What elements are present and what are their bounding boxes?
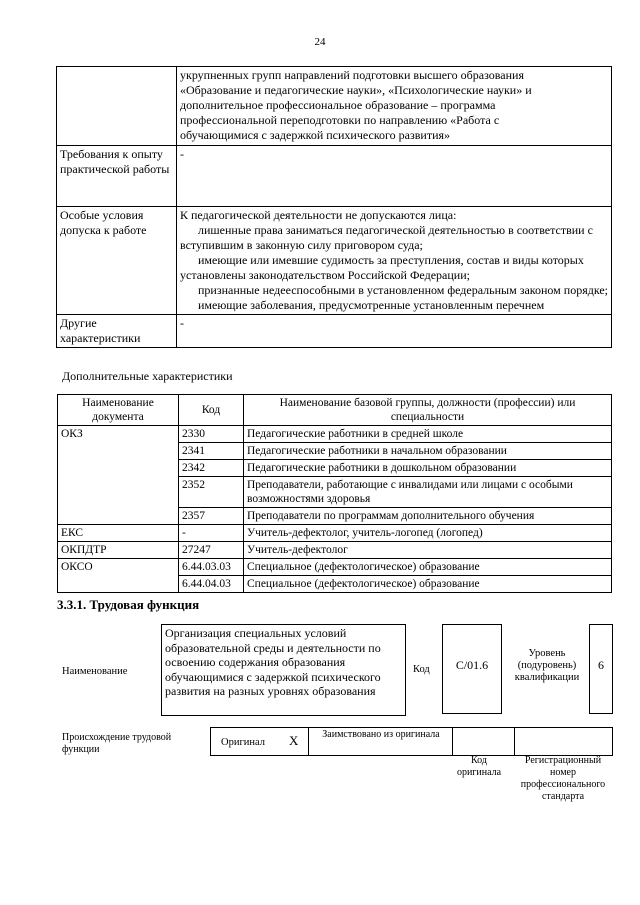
divider: [452, 728, 453, 755]
origin-label: Происхождение трудовой функции: [62, 732, 172, 755]
table-row: [57, 315, 612, 348]
text-line: обучающимися с задержкой психического развития»: [180, 128, 451, 142]
name-label: Наименование: [62, 666, 128, 677]
row-label: Другие характеристики: [57, 315, 177, 348]
doc-cell: ОКЗ: [58, 426, 179, 525]
name-cell: Специальное (дефектологическое) образование: [244, 559, 612, 576]
table-row: [58, 559, 612, 576]
name-cell: Преподаватели, работающие с инвалидами или лицами с особыми возможностями здоровья: [244, 477, 612, 508]
text-line: профессиональной переподготовки по направлению «Работа с: [180, 113, 500, 127]
original-mark: X: [289, 733, 299, 748]
code-caption: Код оригинала: [456, 755, 502, 778]
list-item: признанные недееспособными в установленном федеральным законом порядке;: [198, 283, 609, 297]
row-value: -: [177, 315, 612, 348]
restrictions-text: [177, 207, 612, 315]
row-value: -: [177, 146, 612, 207]
level-label: Уровень (подуровень) квалификации: [514, 648, 580, 683]
code-label: Код: [413, 664, 430, 675]
row-label: Особые условия допуска к работе: [57, 207, 177, 315]
restrictions-intro: К педагогической деятельности не допускаются лица:: [180, 208, 457, 222]
name-cell: Педагогические работники в начальном образовании: [244, 443, 612, 460]
code-cell: 2341: [179, 443, 244, 460]
level-value: 6: [598, 658, 604, 672]
text-line: «Образование и педагогические науки», «Психологические науки» и: [180, 83, 532, 97]
code-cell: -: [179, 525, 244, 542]
name-cell: Учитель-дефектолог, учитель-логопед (логопед): [244, 525, 612, 542]
code-cell: 2342: [179, 460, 244, 477]
list-item: имеющие заболевания, предусмотренные установленным перечнем: [198, 298, 545, 312]
name-cell: Преподаватели по программам дополнительного обучения: [244, 508, 612, 525]
text-line: дополнительное профессиональное образование – программа: [180, 98, 496, 112]
code-cell: 6.44.03.03: [179, 559, 244, 576]
doc-cell: ОКСО: [58, 559, 179, 593]
education-text: [177, 67, 612, 146]
borrowed-label: Заимствовано из оригинала: [322, 729, 440, 740]
table-row: [58, 525, 612, 542]
code-cell: 2330: [179, 426, 244, 443]
additional-table: [57, 394, 612, 593]
list-item: имеющие или имевшие судимость за преступления, состав и виды которых установлены законодательством Российской Федерации;: [180, 253, 584, 282]
page-number: 24: [314, 36, 326, 48]
name-cell: Педагогические работники в дошкольном образовании: [244, 460, 612, 477]
table-row: [58, 426, 612, 443]
table-row: [57, 146, 612, 207]
reg-caption: Регистрационный номер профессионального стандарта: [520, 755, 606, 802]
code-value-box: [442, 624, 502, 714]
header-document: Наименование документа: [58, 395, 179, 426]
level-value-box: [589, 624, 613, 714]
row-label: [57, 67, 177, 146]
text-line: укрупненных групп направлений подготовки высшего образования: [180, 68, 524, 82]
table-row: [57, 207, 612, 315]
table-header: [58, 395, 612, 426]
doc-cell: ЕКС: [58, 525, 179, 542]
code-value: C/01.6: [455, 658, 489, 672]
row-label: Требования к опыту практической работы: [57, 146, 177, 207]
table-row: [57, 67, 612, 146]
header-code: Код: [179, 395, 244, 426]
section-title: Дополнительные характеристики: [62, 369, 233, 383]
header-name: Наименование базовой группы, должности (профессии) или специальности: [244, 395, 612, 426]
original-label: Оригинал: [221, 737, 265, 748]
name-cell: Специальное (дефектологическое) образование: [244, 576, 612, 593]
divider: [514, 728, 515, 755]
code-cell: 2357: [179, 508, 244, 525]
requirements-table: [56, 66, 612, 348]
code-cell: 27247: [179, 542, 244, 559]
origin-box: [210, 727, 613, 756]
doc-cell: ОКПДТР: [58, 542, 179, 559]
function-name-box: Организация специальных условий образовательной среды и деятельности по освоению содержания образования обучающимися с задержкой психического развития на разных уровнях образования: [161, 624, 406, 716]
code-cell: 6.44.04.03: [179, 576, 244, 593]
name-cell: Педагогические работники в средней школе: [244, 426, 612, 443]
code-cell: 2352: [179, 477, 244, 508]
divider: [308, 728, 309, 755]
function-heading: 3.3.1. Трудовая функция: [57, 597, 200, 612]
table-row: [58, 542, 612, 559]
name-cell: Учитель-дефектолог: [244, 542, 612, 559]
list-item: лишенные права заниматься педагогической деятельностью в соответствии с вступившим в законную силу приговором суда;: [180, 223, 593, 252]
